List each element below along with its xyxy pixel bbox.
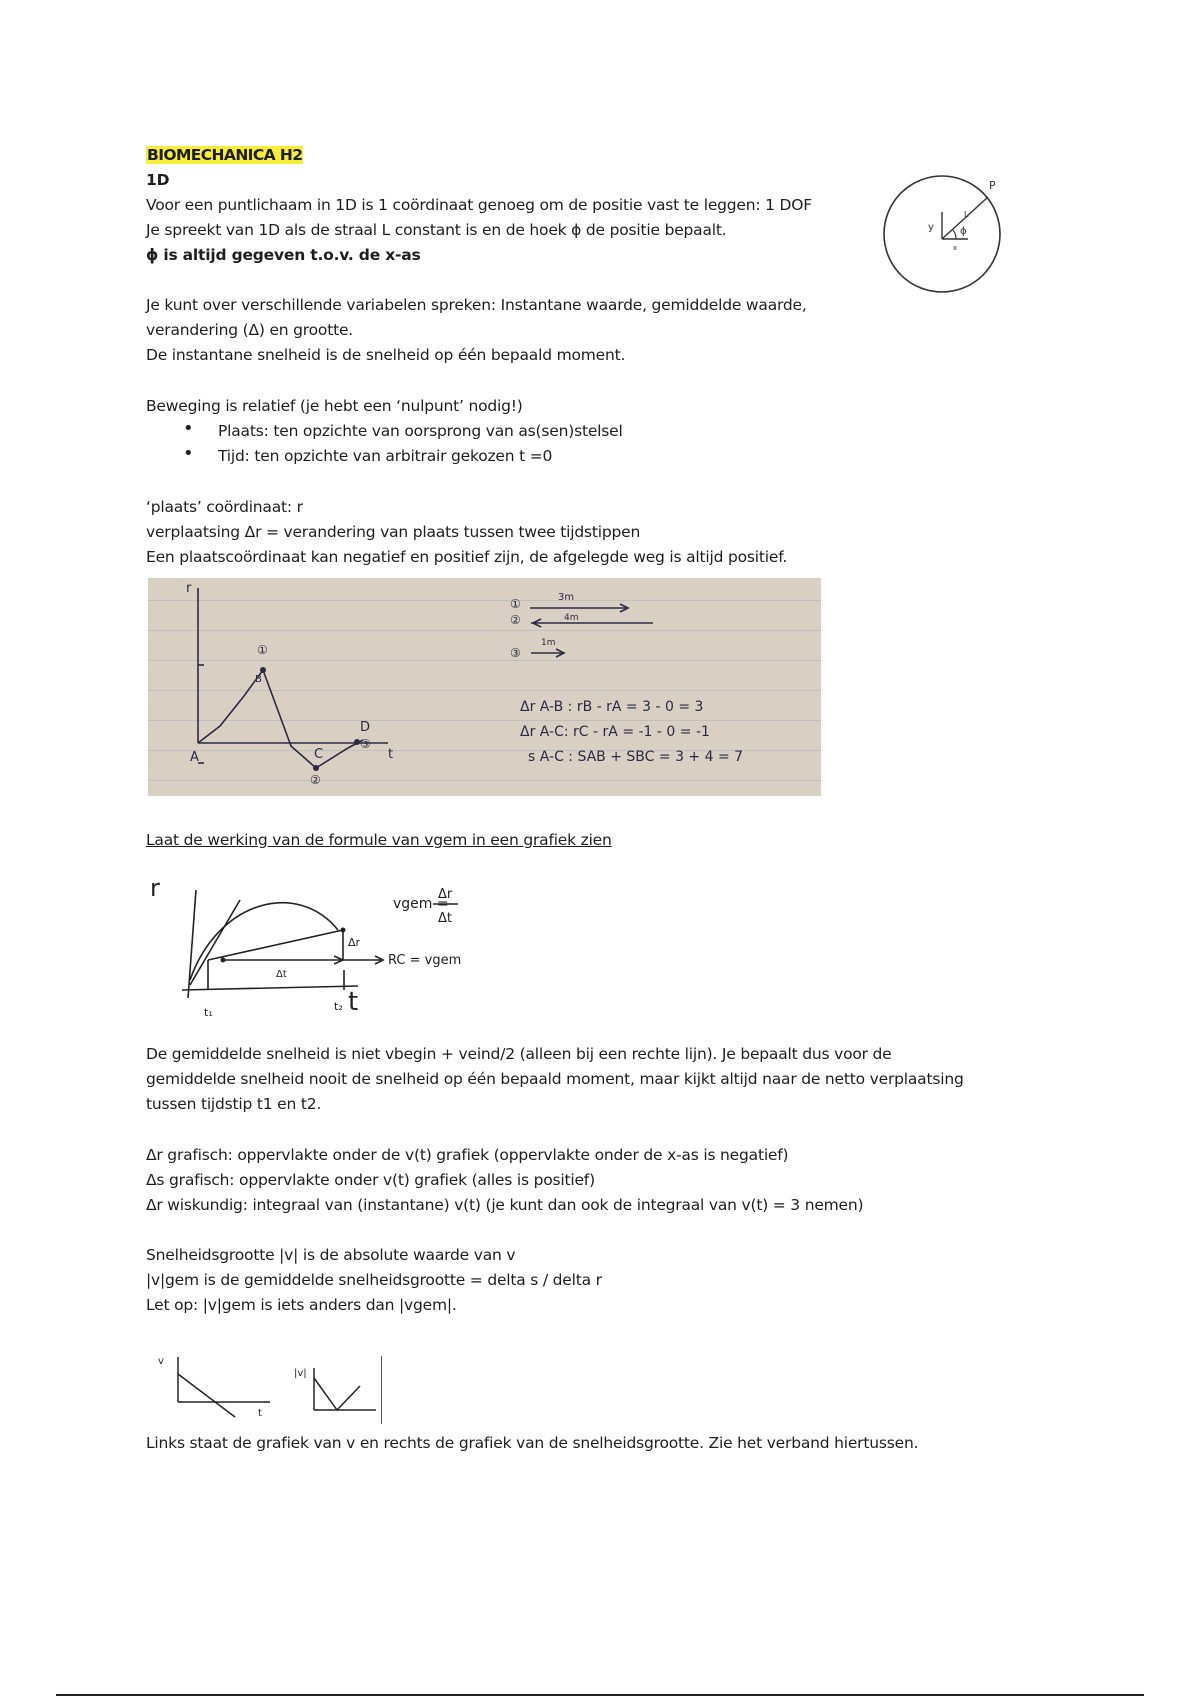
text-line: verplaatsing Δr = verandering van plaats tussen twee tijdstippen [146,523,641,541]
text-line-bold: ϕ is altijd gegeven t.o.v. de x-as [146,246,421,264]
text-line: Δr wiskundig: integraal van (instantane) v(t) (je kunt dan ook de integraal van v(t) = 3 nemen) [146,1196,864,1214]
text-line: Δr grafisch: oppervlakte onder de v(t) grafiek (oppervlakte onder de x-as is negatief) [146,1146,789,1164]
label-phi: ϕ [960,226,967,237]
text-line: Een plaatscoördinaat kan negatief en positief zijn, de afgelegde weg is altijd positief. [146,548,788,566]
label-dt: Δt [276,969,287,980]
lined-paper-sketch [148,578,821,796]
page-title: BIOMECHANICA H2 [147,146,303,164]
bullet-dot: • [183,418,194,439]
text-line: De gemiddelde snelheid is niet vbegin + veind/2 (alleen bij een rechte lijn). Je bepaalt dus voor de [146,1045,892,1063]
label-x: x [953,244,958,252]
axis-t: t [348,987,359,1017]
label-p: P [989,179,996,192]
marker-1: ① [510,597,521,611]
label-rc: RC = vgem [388,953,462,968]
tick-t1: t₁ [204,1006,213,1019]
segment-length: 1m [541,638,556,648]
label-dr: Δr [348,936,361,949]
equation-line: Δr A-B : rB - rA = 3 - 0 = 3 [520,699,704,715]
text-line: Beweging is relatief (je hebt een ‘nulpunt’ nodig!) [146,397,523,415]
text-line: |v|gem is de gemiddelde snelheidsgrootte = delta s / delta r [146,1271,602,1289]
segment-length: 3m [558,592,575,603]
marker-3: ③ [510,646,521,660]
marker-2: ② [310,773,321,787]
axis-t: t [388,747,394,762]
text-line: Voor een puntlichaam in 1D is 1 coördinaat genoeg om de positie vast te leggen: 1 DOF [146,196,812,214]
text-line: Let op: |v|gem is iets anders dan |vgem|. [146,1296,457,1314]
point-d: D [360,720,371,735]
text-line: tussen tijdstip t1 en t2. [146,1095,322,1113]
axis-v: v [158,1356,164,1367]
bullet-item: Tijd: ten opzichte van arbitrair gekozen t =0 [218,447,553,465]
point-c: C [314,747,324,762]
marker-3: ③ [360,737,371,751]
tick-t2: t₂ [334,1000,343,1013]
text-line: Δs grafisch: oppervlakte onder v(t) grafiek (alles is positief) [146,1171,595,1189]
formula-lhs: vgem = [393,896,449,912]
axis-abs-v: |v| [294,1368,307,1379]
text-line: Snelheidsgrootte |v| is de absolute waarde van v [146,1246,516,1264]
bullet-item: Plaats: ten opzichte van oorsprong van as(sen)stelsel [218,422,623,440]
point-a: A [190,750,199,765]
section-heading-vgem: Laat de werking van de formule van vgem in een grafiek zien [146,831,612,849]
text-line: gemiddelde snelheid nooit de snelheid op één bepaald moment, maar kijkt altijd naar de netto verplaatsing [146,1070,964,1088]
marker-2: ② [510,613,521,627]
text-line: Links staat de grafiek van v en rechts de grafiek van de snelheidsgrootte. Zie het verband hiertussen. [146,1434,919,1452]
heading-1d: 1D [146,171,170,189]
label-l: L [964,210,969,219]
text-line: verandering (Δ) en grootte. [146,321,354,339]
bullet-dot: • [183,443,194,464]
text-line: Je kunt over verschillende variabelen spreken: Instantane waarde, gemiddelde waarde, [146,296,807,314]
equation-line: s A-C : SAB + SBC = 3 + 4 = 7 [528,749,744,765]
formula-denominator: Δt [438,911,452,926]
segment-length: 4m [564,613,579,623]
point-b: B [255,674,262,685]
footer-rule [56,1694,1144,1696]
axis-r: r [186,581,192,596]
label-y: y [928,222,934,233]
text-line: De instantane snelheid is de snelheid op één bepaald moment. [146,346,626,364]
axis-t: t [258,1408,262,1419]
text-line: Je spreekt van 1D als de straal L constant is en de hoek ϕ de positie bepaalt. [146,221,727,239]
text-line: ‘plaats’ coördinaat: r [146,498,303,516]
vgem-sketch [148,860,548,1034]
circle-sketch [876,162,1010,300]
axis-r: r [150,874,160,902]
v-graph-sketch [150,1352,270,1426]
equation-line: Δr A-C: rC - rA = -1 - 0 = -1 [520,724,710,740]
speed-magnitude-graph-sketch [292,1356,382,1430]
marker-1: ① [257,643,268,657]
formula-numerator: Δr [438,887,453,902]
